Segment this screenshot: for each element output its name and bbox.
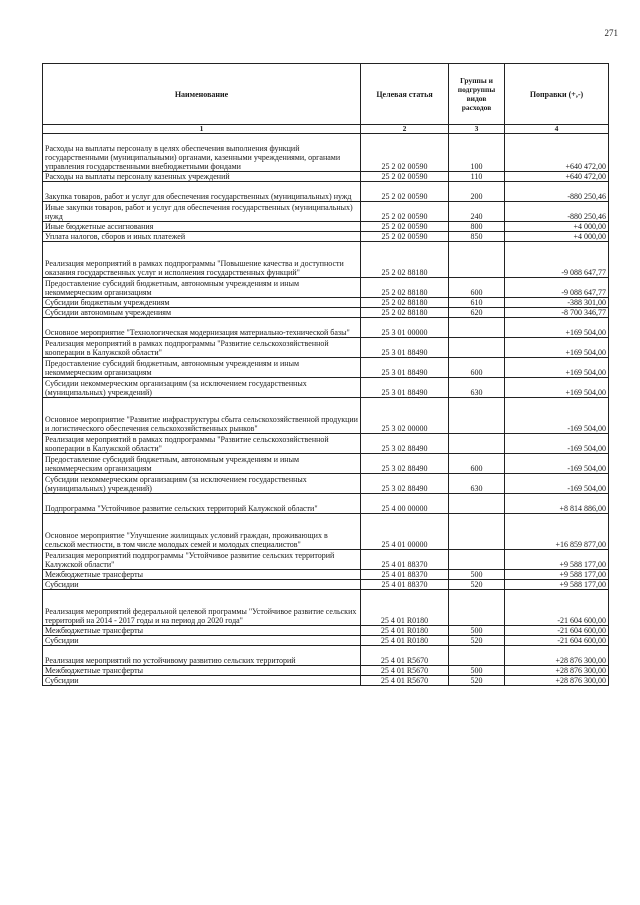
row-amount: +8 814 886,00 (505, 494, 609, 514)
row-expense-group (449, 242, 505, 278)
row-amount: -21 604 600,00 (505, 590, 609, 626)
row-amount: +16 859 877,00 (505, 514, 609, 550)
row-target-code: 25 4 01 88370 (361, 580, 449, 590)
row-name: Субсидии бюджетным учреждениям (43, 298, 361, 308)
row-name: Субсидии (43, 580, 361, 590)
row-target-code: 25 2 02 00590 (361, 172, 449, 182)
row-amount: -880 250,46 (505, 182, 609, 202)
row-name: Предоставление субсидий бюджетным, автономным учреждениям и иным некоммерческим организациям (43, 278, 361, 298)
budget-amendments-table (42, 63, 609, 686)
table-header-row (43, 64, 609, 125)
row-target-code: 25 4 01 R5670 (361, 676, 449, 686)
row-amount: +169 504,00 (505, 358, 609, 378)
row-expense-group (449, 338, 505, 358)
row-name: Иные закупки товаров, работ и услуг для обеспечения государственных (муниципальных) нужд (43, 202, 361, 222)
row-target-code: 25 2 02 88180 (361, 242, 449, 278)
page-number: 271 (604, 28, 618, 38)
row-expense-group (449, 550, 505, 570)
column-number: 3 (449, 125, 505, 134)
row-name: Основное мероприятие "Улучшение жилищных условий граждан, проживающих в сельской местности, в том числе молодых семей и молодых специалистов" (43, 514, 361, 550)
row-expense-group: 110 (449, 172, 505, 182)
row-name: Межбюджетные трансферты (43, 570, 361, 580)
row-amount: +9 588 177,00 (505, 570, 609, 580)
row-amount: -388 301,00 (505, 298, 609, 308)
row-expense-group: 520 (449, 580, 505, 590)
row-name: Подпрограмма "Устойчивое развитие сельских территорий Калужской области" (43, 494, 361, 514)
row-expense-group: 600 (449, 358, 505, 378)
row-name: Основное мероприятие "Технологическая модернизация материально-технической базы" (43, 318, 361, 338)
column-number-row (43, 125, 609, 134)
row-expense-group (449, 646, 505, 666)
row-expense-group: 500 (449, 570, 505, 580)
row-expense-group: 520 (449, 676, 505, 686)
row-amount: +9 588 177,00 (505, 550, 609, 570)
table-row (43, 308, 609, 318)
row-target-code: 25 3 02 88490 (361, 454, 449, 474)
row-target-code: 25 4 01 R5670 (361, 666, 449, 676)
row-target-code: 25 2 02 00590 (361, 202, 449, 222)
row-amount: +4 000,00 (505, 222, 609, 232)
table-row (43, 202, 609, 222)
row-expense-group: 200 (449, 182, 505, 202)
row-expense-group (449, 398, 505, 434)
table-row (43, 590, 609, 626)
row-name: Реализация мероприятий по устойчивому развитию сельских территорий (43, 646, 361, 666)
row-amount: +169 504,00 (505, 318, 609, 338)
row-target-code: 25 4 01 88370 (361, 570, 449, 580)
table-row (43, 298, 609, 308)
row-target-code: 25 4 01 R5670 (361, 646, 449, 666)
header-target: Целевая статья (361, 64, 449, 125)
row-expense-group (449, 494, 505, 514)
row-expense-group: 100 (449, 134, 505, 172)
row-target-code: 25 2 02 88180 (361, 308, 449, 318)
row-expense-group: 520 (449, 636, 505, 646)
header-name: Наименование (43, 64, 361, 125)
row-expense-group: 600 (449, 278, 505, 298)
table-row (43, 580, 609, 590)
row-target-code: 25 4 01 88370 (361, 550, 449, 570)
row-expense-group: 240 (449, 202, 505, 222)
row-amount: +4 000,00 (505, 232, 609, 242)
row-target-code: 25 3 02 88490 (361, 434, 449, 454)
row-expense-group (449, 318, 505, 338)
row-amount: +640 472,00 (505, 172, 609, 182)
row-name: Реализация мероприятий в рамках подпрограммы "Развитие сельскохозяйственной кооперации в Калужской области" (43, 338, 361, 358)
column-number: 4 (505, 125, 609, 134)
row-target-code: 25 4 00 00000 (361, 494, 449, 514)
row-amount: -169 504,00 (505, 398, 609, 434)
row-amount: +640 472,00 (505, 134, 609, 172)
row-expense-group: 630 (449, 474, 505, 494)
row-name: Основное мероприятие "Развитие инфраструктуры сбыта сельскохозяйственной продукции и логистического обеспечения сельскохозяйственных рынков" (43, 398, 361, 434)
row-target-code: 25 3 01 88490 (361, 338, 449, 358)
row-name: Реализация мероприятий в рамках подпрограммы "Повышение качества и доступности оказания государственных услуг и исполнения государственных функций" (43, 242, 361, 278)
row-amount: -8 700 346,77 (505, 308, 609, 318)
row-name: Межбюджетные трансферты (43, 666, 361, 676)
row-expense-group: 630 (449, 378, 505, 398)
table-row (43, 434, 609, 454)
table-row (43, 278, 609, 298)
row-expense-group: 500 (449, 626, 505, 636)
column-number: 2 (361, 125, 449, 134)
row-expense-group: 800 (449, 222, 505, 232)
row-amount: -169 504,00 (505, 474, 609, 494)
table-row (43, 134, 609, 172)
row-name: Реализация мероприятий подпрограммы "Устойчивое развитие сельских территорий Калужской области" (43, 550, 361, 570)
row-name: Реализация мероприятий федеральной целевой программы "Устойчивое развитие сельских территорий на 2014 - 2017 годы и на период до 2020 года" (43, 590, 361, 626)
row-name: Закупка товаров, работ и услуг для обеспечения государственных (муниципальных) нужд (43, 182, 361, 202)
row-name: Субсидии некоммерческим организациям (за исключением государственных (муниципальных) учреждений) (43, 378, 361, 398)
row-target-code: 25 3 02 00000 (361, 398, 449, 434)
row-target-code: 25 3 01 00000 (361, 318, 449, 338)
row-target-code: 25 2 02 88180 (361, 278, 449, 298)
row-target-code: 25 4 01 00000 (361, 514, 449, 550)
row-amount: -880 250,46 (505, 202, 609, 222)
table-row (43, 378, 609, 398)
row-target-code: 25 4 01 R0180 (361, 590, 449, 626)
row-expense-group: 610 (449, 298, 505, 308)
table-row (43, 636, 609, 646)
row-name: Уплата налогов, сборов и иных платежей (43, 232, 361, 242)
table-row (43, 338, 609, 358)
row-expense-group (449, 434, 505, 454)
row-amount: +28 876 300,00 (505, 646, 609, 666)
row-expense-group (449, 590, 505, 626)
row-amount: -21 604 600,00 (505, 636, 609, 646)
table-row (43, 454, 609, 474)
row-target-code: 25 3 02 88490 (361, 474, 449, 494)
row-expense-group: 600 (449, 454, 505, 474)
row-amount: -169 504,00 (505, 434, 609, 454)
row-name: Расходы на выплаты персоналу в целях обеспечения выполнения функций государственными (муниципальными) органами, казенными учреждениями, органами управления государственными внебюджетными фондами (43, 134, 361, 172)
row-amount: +169 504,00 (505, 338, 609, 358)
row-name: Иные бюджетные ассигнования (43, 222, 361, 232)
table-body (43, 134, 609, 686)
row-name: Реализация мероприятий в рамках подпрограммы "Развитие сельскохозяйственной кооперации в Калужской области" (43, 434, 361, 454)
row-amount: +28 876 300,00 (505, 676, 609, 686)
row-name: Межбюджетные трансферты (43, 626, 361, 636)
table-row (43, 676, 609, 686)
row-name: Расходы на выплаты персоналу казенных учреждений (43, 172, 361, 182)
table-row (43, 514, 609, 550)
table-row (43, 172, 609, 182)
header-group: Группы и подгруппы видов расходов (449, 64, 505, 125)
table-row (43, 626, 609, 636)
table-row (43, 242, 609, 278)
row-target-code: 25 2 02 00590 (361, 134, 449, 172)
row-target-code: 25 4 01 R0180 (361, 636, 449, 646)
table-row (43, 570, 609, 580)
row-amount: +169 504,00 (505, 378, 609, 398)
table-row (43, 318, 609, 338)
row-name: Предоставление субсидий бюджетным, автономным учреждениям и иным некоммерческим организациям (43, 358, 361, 378)
row-expense-group (449, 514, 505, 550)
row-target-code: 25 2 02 00590 (361, 232, 449, 242)
table-row (43, 398, 609, 434)
row-target-code: 25 2 02 00590 (361, 222, 449, 232)
table-row (43, 494, 609, 514)
row-target-code: 25 4 01 R0180 (361, 626, 449, 636)
table-row (43, 232, 609, 242)
row-expense-group: 500 (449, 666, 505, 676)
row-amount: -21 604 600,00 (505, 626, 609, 636)
row-name: Субсидии (43, 676, 361, 686)
row-name: Субсидии (43, 636, 361, 646)
column-number: 1 (43, 125, 361, 134)
header-amount: Поправки (+,-) (505, 64, 609, 125)
table-row (43, 358, 609, 378)
table-row (43, 646, 609, 666)
table-row (43, 222, 609, 232)
row-expense-group: 850 (449, 232, 505, 242)
row-amount: +9 588 177,00 (505, 580, 609, 590)
row-target-code: 25 3 01 88490 (361, 378, 449, 398)
row-amount: +28 876 300,00 (505, 666, 609, 676)
row-name: Предоставление субсидий бюджетным, автономным учреждениям и иным некоммерческим организациям (43, 454, 361, 474)
row-name: Субсидии некоммерческим организациям (за исключением государственных (муниципальных) учреждений) (43, 474, 361, 494)
row-name: Субсидии автономным учреждениям (43, 308, 361, 318)
row-amount: -169 504,00 (505, 454, 609, 474)
table-row (43, 550, 609, 570)
row-amount: -9 088 647,77 (505, 242, 609, 278)
table-row (43, 182, 609, 202)
table-row (43, 666, 609, 676)
row-amount: -9 088 647,77 (505, 278, 609, 298)
row-target-code: 25 2 02 88180 (361, 298, 449, 308)
row-expense-group: 620 (449, 308, 505, 318)
row-target-code: 25 2 02 00590 (361, 182, 449, 202)
table-row (43, 474, 609, 494)
row-target-code: 25 3 01 88490 (361, 358, 449, 378)
